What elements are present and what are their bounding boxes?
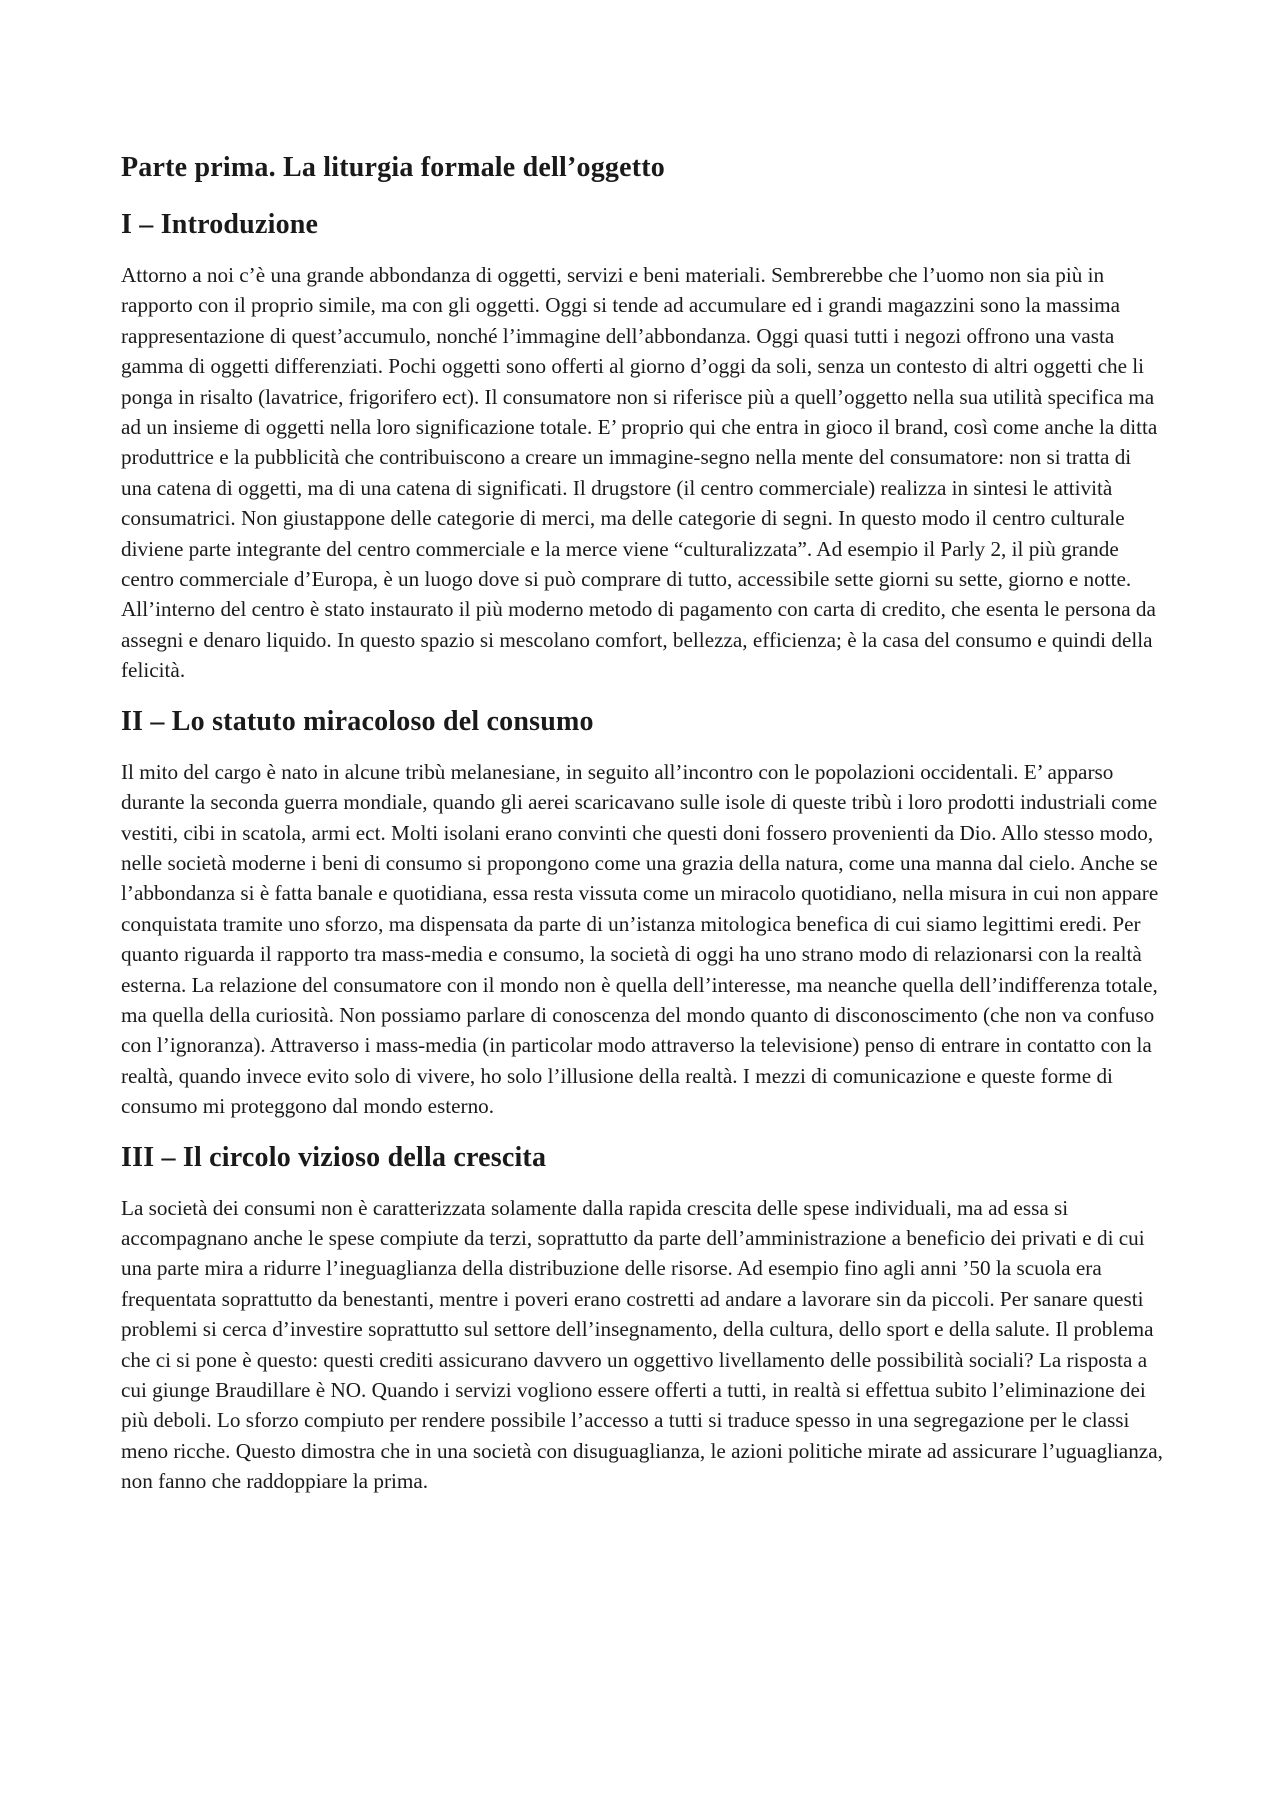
section-paragraph: La società dei consumi non è caratterizzata solamente dalla rapida crescita delle spese individuali, ma ad essa si accompagnano anche le spese compiute da terzi, soprattutto da parte dell’amministrazione a beneficio dei privati e di cui una parte mira a ridurre l’ineguaglianza della distribuzione delle risorse. Ad esempio fino agli anni ’50 la scuola era frequentata soprattutto da benestanti, mentre i poveri erano costretti ad andare a lavorare sin da piccoli. Per sanare questi problemi si cerca d’investire soprattutto sul settore dell’insegnamento, della cultura, dello sport e della salute. Il problema che ci si pone è questo: questi crediti assicurano davvero un oggettivo livellamento delle possibilità sociali? La risposta a cui giunge Braudillare è NO. Quando i servizi vogliono essere offerti a tutti, in realtà si effettua subito l’eliminazione dei più deboli. Lo sforzo compiuto per rendere possibile l’accesso a tutti si traduce spesso in una segregazione per le classi meno ricche. Questo dimostra che in una società con disuguaglianza, le azioni politiche mirate ad assicurare l’uguaglianza, non fanno che raddoppiare la prima.: [121, 1195, 1163, 1494]
section-heading: II – Lo statuto miracoloso del consumo: [121, 705, 594, 737]
section-paragraph: Il mito del cargo è nato in alcune tribù melanesiane, in seguito all’incontro con le popolazioni occidentali. E’ apparso durante la seconda guerra mondiale, quando gli aerei scaricavano sulle isole di queste tribù i loro prodotti industriali come vestiti, cibi in scatola, armi ect. Molti isolani erano convinti che questi doni fossero provenienti da Dio. Allo stesso modo, nelle società moderne i beni di consumo si propongono come una grazia della natura, come una manna dal cielo. Anche se l’abbondanza si è fatta banale e quotidiana, essa resta vissuta come un miracolo quotidiano, nella misura in cui non appare conquistata tramite uno sforzo, ma dispensata da parte di un’istanza mitologica benefica di cui siamo legittimi eredi. Per quanto riguarda il rapporto tra mass-media e consumo, la società di oggi ha uno strano modo di relazionarsi con la realtà esterna. La relazione del consumatore con il mondo non è quella dell’interesse, ma neanche quella dell’indifferenza totale, ma quella della curiosità. Non possiamo parlare di conoscenza del mondo quanto di disconoscimento (che non va confuso con l’ignoranza). Attraverso i mass-media (in particolar modo attraverso la televisione) penso di entrare in contatto con la realtà, quando invece evito solo di vivere, ho solo l’illusione della realtà. I mezzi di comunicazione e queste forme di consumo mi proteggono dal mondo esterno.: [121, 759, 1159, 1119]
document-title: Parte prima. La liturgia formale dell’oggetto: [121, 152, 665, 183]
section-heading: I – Introduzione: [121, 209, 319, 240]
section-heading: III – Il circolo vizioso della crescita: [121, 1141, 547, 1173]
document-page: [121, 150, 1165, 1515]
section-statuto-miracoloso: [121, 704, 1165, 1122]
section-circolo-vizioso: [121, 1140, 1165, 1497]
section-paragraph: Attorno a noi c’è una grande abbondanza di oggetti, servizi e beni materiali. Sembrerebbe che l’uomo non sia più in rapporto con il proprio simile, ma con gli oggetti. Oggi si tende ad accumulare ed i grandi magazzini sono la massima rappresentazione di quest’accumulo, nonché l’immagine dell’abbondanza. Oggi quasi tutti i negozi offrono una vasta gamma di oggetti differenziati. Pochi oggetti sono offerti al giorno d’oggi da soli, senza un contesto di altri oggetti che li ponga in risalto (lavatrice, frigorifero ect). Il consumatore non si riferisce più a quell’oggetto nella sua utilità specifica ma ad un insieme di oggetti nella loro significazione totale. E’ proprio qui che entra in gioco il brand, così come anche la ditta produttrice e la pubblicità che contribuiscono a creare un immagine-segno nella mente del consumatore: non si tratta di una catena di oggetti, ma di una catena di significati. Il drugstore (il centro commerciale) realizza in sintesi le attività consumatrici. Non giustappone delle categorie di merci, ma delle categorie di segni. In questo modo il centro culturale diviene parte integrante del centro commerciale e la merce viene “culturalizzata”. Ad esempio il Parly 2, il più grande centro commerciale d’Europa, è un luogo dove si può comprare di tutto, accessibile sette giorni su sette, giorno e notte. All’interno del centro è stato instaurato il più moderno metodo di pagamento con carta di credito, che esenta le persona da assegni e denaro liquido. In questo spazio si mescolano comfort, bellezza, efficienza; è la casa del consumo e quindi della felicità.: [121, 263, 1158, 683]
section-introduzione: [121, 207, 1165, 686]
